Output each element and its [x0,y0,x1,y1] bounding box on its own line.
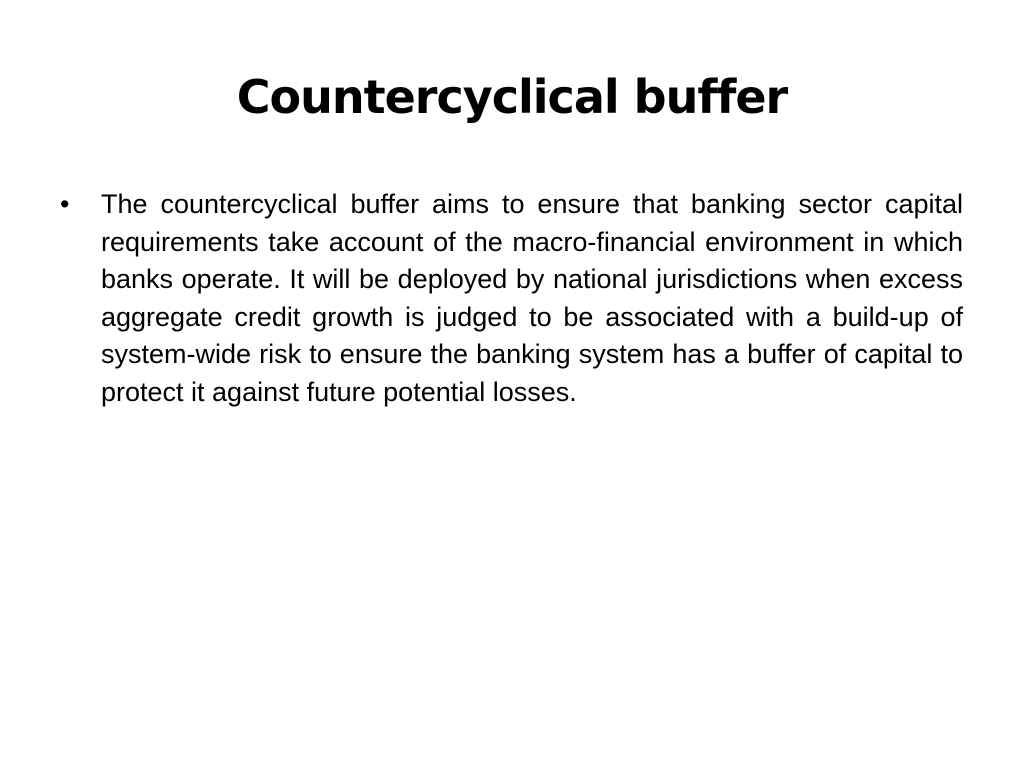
bullet-text: The countercyclical buffer aims to ensure that banking sector capital requirements take account of the macro-financial environment in which banks operate. It will be deployed by national jurisdictions when excess aggregate credit growth is judged to be associated with a build-up of system-wide risk to ensure the banking system has a buffer of capital to protect it against future potential losses. [101,189,963,407]
bullet-item [60,186,963,412]
bullet-list [60,186,963,412]
slide-title: Countercyclical buffer [236,70,788,124]
bullet-marker-icon: • [60,189,70,219]
